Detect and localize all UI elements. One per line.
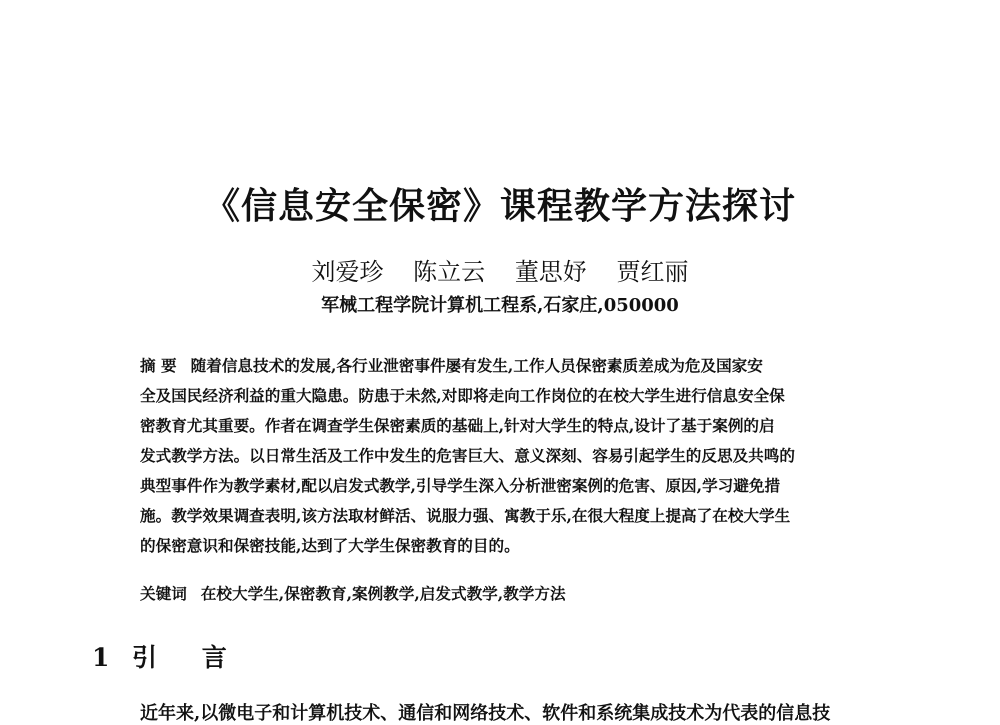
abstract-line: 典型事件作为教学素材,配以启发式教学,引导学生深入分析泄密案例的危害、原因,学习避免措 [140, 476, 781, 495]
author-name: 刘爱珍 [311, 258, 384, 286]
abstract-line: 发式教学方法。以日常生活及工作中发生的危害巨大、意义深刻、容易引起学生的反思及共鸣的 [140, 446, 795, 465]
abstract-line: 密教育尤其重要。作者在调查学生保密素质的基础上,针对大学生的特点,设计了基于案例的启 [140, 416, 775, 435]
affiliation: 军械工程学院计算机工程系,石家庄,050000 [321, 295, 679, 316]
keywords [140, 582, 880, 604]
section-number: 1 [92, 643, 110, 672]
author-name: 贾红丽 [616, 258, 689, 286]
author-name: 董思妤 [514, 258, 587, 286]
body-text-line: 近年来,以微电子和计算机技术、通信和网络技术、软件和系统集成技术为代表的信息技 [140, 703, 831, 724]
abstract-line: 全及国民经济利益的重大隐患。防患于未然,对即将走向工作岗位的在校大学生进行信息安全保 [140, 386, 785, 405]
author-list [0, 252, 1000, 287]
section-heading [92, 638, 245, 674]
abstract-line [140, 351, 876, 381]
abstract-label: 摘 要 [140, 356, 177, 375]
paper-title: 《信息安全保密》课程教学方法探讨 [203, 186, 796, 227]
abstract-line: 的保密意识和保密技能,达到了大学生保密教育的目的。 [140, 536, 520, 555]
keywords-label: 关键词 [140, 584, 187, 603]
abstract [140, 351, 876, 561]
abstract-line: 施。教学效果调查表明,该方法取材鲜活、说服力强、寓教于乐,在很大程度上提高了在校大学生 [140, 506, 791, 525]
section-title: 引 言 [132, 643, 245, 672]
abstract-text: 随着信息技术的发展,各行业泄密事件屡有发生,工作人员保密素质差成为危及国家安 [190, 356, 763, 375]
author-name: 陈立云 [413, 258, 486, 286]
keywords-text: 在校大学生,保密教育,案例教学,启发式教学,教学方法 [200, 584, 566, 603]
